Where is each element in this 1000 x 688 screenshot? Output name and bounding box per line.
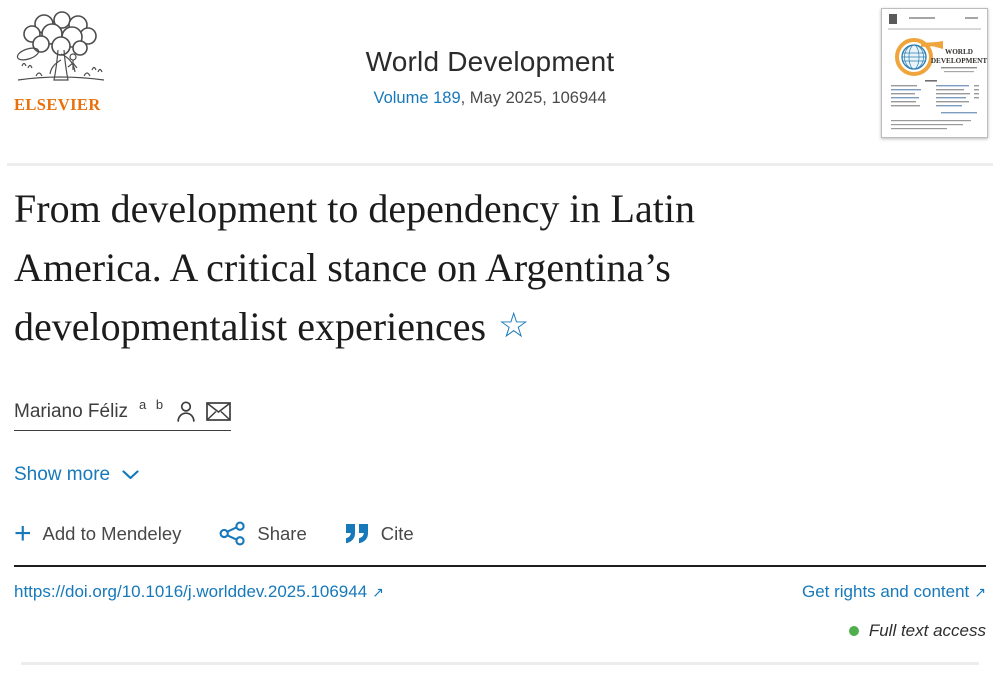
cite-quote-icon bbox=[345, 523, 370, 544]
volume-line bbox=[0, 89, 980, 108]
author-affiliation-superscripts: a b bbox=[139, 397, 167, 412]
access-status-label: Full text access bbox=[868, 621, 986, 640]
journal-title-link[interactable]: World Development bbox=[365, 46, 615, 77]
cite-label: Cite bbox=[380, 522, 414, 544]
add-to-mendeley-button[interactable] bbox=[14, 516, 182, 550]
add-to-mendeley-label: Add to Mendeley bbox=[42, 522, 182, 544]
email-author-icon[interactable] bbox=[206, 402, 231, 421]
cite-button[interactable] bbox=[345, 523, 414, 545]
volume-link[interactable]: Volume 189 bbox=[373, 89, 461, 107]
share-icon bbox=[219, 521, 246, 546]
external-link-icon: ↗ bbox=[372, 585, 384, 601]
plus-icon: + bbox=[14, 516, 32, 550]
share-label: Share bbox=[257, 522, 307, 544]
title-line-2: America. A critical stance on Argentina’s bbox=[14, 245, 671, 290]
share-button[interactable] bbox=[219, 521, 306, 546]
issue-info: , May 2025, 106944 bbox=[460, 89, 607, 107]
section-divider bbox=[21, 662, 979, 665]
doi-row bbox=[14, 582, 986, 602]
doi-link[interactable] bbox=[14, 582, 384, 602]
external-link-icon: ↗ bbox=[974, 585, 986, 601]
action-toolbar bbox=[14, 516, 986, 550]
doi-url: https://doi.org/10.1016/j.worlddev.2025.106944 bbox=[14, 582, 368, 601]
toolbar-divider bbox=[14, 565, 986, 567]
journal-header bbox=[0, 46, 980, 108]
cover-title-line2: DEVELOPMENT bbox=[930, 57, 988, 65]
cover-title-line1: WORLD bbox=[945, 48, 973, 56]
article-title bbox=[14, 179, 986, 356]
journal-cover-thumbnail[interactable] bbox=[881, 8, 988, 138]
access-status-dot-icon bbox=[849, 626, 859, 636]
author-name: Mariano Féliz bbox=[14, 400, 129, 422]
journal-masthead bbox=[0, 0, 1000, 163]
title-line-3: developmentalist experiences bbox=[14, 304, 487, 349]
get-rights-link[interactable] bbox=[802, 582, 986, 602]
show-more-button[interactable] bbox=[14, 464, 139, 486]
cover-emblem bbox=[889, 14, 897, 24]
person-icon bbox=[175, 400, 197, 423]
show-more-label: Show more bbox=[14, 464, 111, 485]
header-divider bbox=[7, 163, 993, 166]
save-star-icon[interactable]: ☆ bbox=[498, 306, 530, 346]
author-button[interactable] bbox=[14, 397, 231, 431]
chevron-down-icon bbox=[122, 470, 139, 480]
get-rights-label: Get rights and content bbox=[801, 582, 970, 601]
article-section bbox=[0, 179, 1000, 665]
title-line-1: From development to dependency in Latin bbox=[14, 186, 695, 231]
elsevier-wordmark: ELSEVIER bbox=[14, 95, 101, 114]
access-status-row bbox=[14, 621, 986, 641]
